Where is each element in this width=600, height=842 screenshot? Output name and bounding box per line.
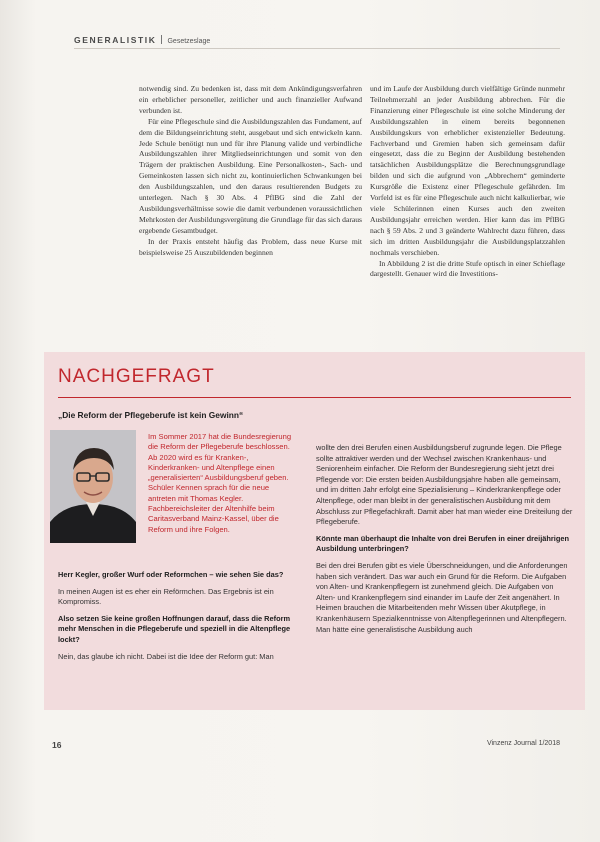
article-paragraph: und im Laufe der Ausbildung durch vielfältige Gründe nunmehr Teilnehmerzahl an jeder Ausbildung abbrechen. Für die Finanzierung einer Pflegeschule ist eine solche Minderung der Ausbildungszahlen in einem bereits begonnenen Ausbildungskurs von erheblicher existenzieller Bedeutung. Fachverband und Gremien haben sich gemeinsam dafür eingesetzt, dass die zu Beginn der Ausbildung bestehenden tatsächlichen Ausbildungsplätze die Berechnungsgrundlage bilden und sich die aufgrund von „Abbrechern“ geminderte Kursgröße die Existenz einer Pflegeschule gefährden. Im Vorfeld ist es für eine Pflegeschule auch nicht kalkulierbar, wie viele Schülerinnen einen Kurses auch den zweiten Ausbildungsjahr erreichen werden. Hier kann das im PflBG nach § 59 Abs. 2 und 3 geänderte Wahlrecht dazu führen, dass sich im dritten Ausbildungsjahr die Ausbildungsplatzzahlen nochmals verschieben.	[370, 84, 565, 257]
article-column-right	[370, 84, 565, 280]
article-paragraph: Für eine Pflegeschule sind die Ausbildungszahlen das Fundament, auf dem die Bildungseinrichtung steht, ausgebaut und sich entwickeln kann. Jede Schule benötigt nun und für ihre Planung valide und verbindliche Ausbildungszahlen ihrer Mitgliedseinrichtungen und somit von den Trägern der praktischen Ausbildung. Eine Personalkosten-, Sach- und Gemeinkosten lassen sich nicht zu, kontinuierlichen Schwankungen bei den Ausbildungszahlen, und den daraus resultierenden Budgets zu unterlegen. Nach § 30 Abs. 4 PflBG sind die Zahl der Ausbildungsverhältnisse sowie die damit verbundenen voraussichtlichen Mehrkosten der Ausbildungsvergütung die Grundlage für das sich daraus ergebende Gesamtbudget.	[139, 116, 362, 235]
running-header	[74, 30, 560, 46]
interview-box-rule	[58, 397, 571, 398]
article-paragraph: In Abbildung 2 ist die dritte Stufe optisch in einer Schieflage dargestellt. Genauer wird die Investitions-	[370, 258, 565, 279]
interview-column-right	[316, 443, 573, 641]
interview-box-title: NACHGEFRAGT	[58, 366, 215, 387]
interview-intro-text: Im Sommer 2017 hat die Bundesregierung die Reform der Pflegeberufe beschlossen. Ab 2020 wird es für Kranken-, Kinderkranken- und Altenpflege einen „generalisierten“ Ausbildungsberuf geben. Schüler Kennen sprach für die neue antreten mit Thomas Kegler. Fachbereichsleiter der Altenhilfe beim Caritasverband Mainz-Kassel, über die Reform und ihre Folgen.	[148, 432, 292, 534]
article-paragraph: In der Praxis entsteht häufig das Problem, dass neue Kurse mit beispielsweise 25 Auszubildenden beginnen	[139, 236, 362, 257]
interview-answer: Nein, das glaube ich nicht. Dabei ist die Idee der Reform gut: Man	[58, 651, 274, 661]
interview-answer: In meinen Augen ist es eher ein Reförmchen. Das Ergebnis ist ein Kompromiss.	[58, 586, 274, 607]
interview-column-left	[58, 570, 300, 668]
header-separator	[161, 35, 162, 44]
article-column-left	[139, 84, 362, 259]
header-subsection: Gesetzeslage	[167, 38, 211, 45]
interview-answer: Bei den drei Berufen gibt es viele Überschneidungen, und die Anforderungen haben sich verändert. Das war auch ein Grund für die Reform. Die Aufgaben von Alten- und Krankenpflegern ist zunehmend gleich. Die Aufgaben von Alten- und Krankenpflegern sind einander im Laufe der Zeit angenähert. In Heimen brauchen die Mitarbeitenden mehr Wissen über Akutpflege, in Krankenhäusern Spezialkenntnisse von Altenpflegerinnen und Altenpflegern. Man hätte eine generalistische Ausbildung auch	[316, 560, 568, 634]
interview-answer: wollte den drei Berufen einen Ausbildungsberuf zugrunde legen. Die Pflege sollte attraktiver werden und der Wechsel zwischen Krankenhaus- und Seniorenheim einfacher. Die Reform der Bundesregierung sieht jetzt drei Pflegende vor: Die ersten beiden Ausbildungsjahre haben alle gemeinsam, und im dritten Jahr erfolgt eine Spezialisierung – Kinderkrankenpflege oder Altenpflege, oder man bleibt in der generalistischen Ausbildung mit dem Abschluss zur Pflegefachkraft. Damit aber hat man wieder eine Dreiteilung der Pflegeberufe.	[316, 443, 573, 527]
portrait-photo	[50, 430, 136, 543]
interview-question: Könnte man überhaupt die Inhalte von drei Berufen in einer dreijährigen Ausbildung unterbringen?	[316, 533, 569, 554]
interview-intro	[148, 432, 294, 535]
header-rule	[74, 48, 560, 49]
interview-headline: „Die Reform der Pflegeberufe ist kein Gewinn“	[58, 410, 244, 420]
header-section: GENERALISTIK	[74, 35, 157, 45]
page-number: 16	[52, 740, 62, 750]
interview-question: Also setzen Sie keine großen Hoffnungen darauf, dass die Reform mehr Menschen in die Pflegeberufe und speziell in die Altenpflege lockt?	[58, 613, 291, 644]
interview-question: Herr Kegler, großer Wurf oder Reformchen – wie sehen Sie das?	[58, 570, 284, 579]
article-paragraph: notwendig sind. Zu bedenken ist, dass mit dem Ankündigungsverfahren ein erheblicher personeller, zeitlicher und auch finanzieller Aufwand verbunden ist.	[139, 84, 362, 115]
portrait-illustration	[50, 430, 136, 543]
magazine-name: Vinzenz Journal 1/2018	[486, 740, 560, 747]
page-footer	[52, 740, 560, 750]
